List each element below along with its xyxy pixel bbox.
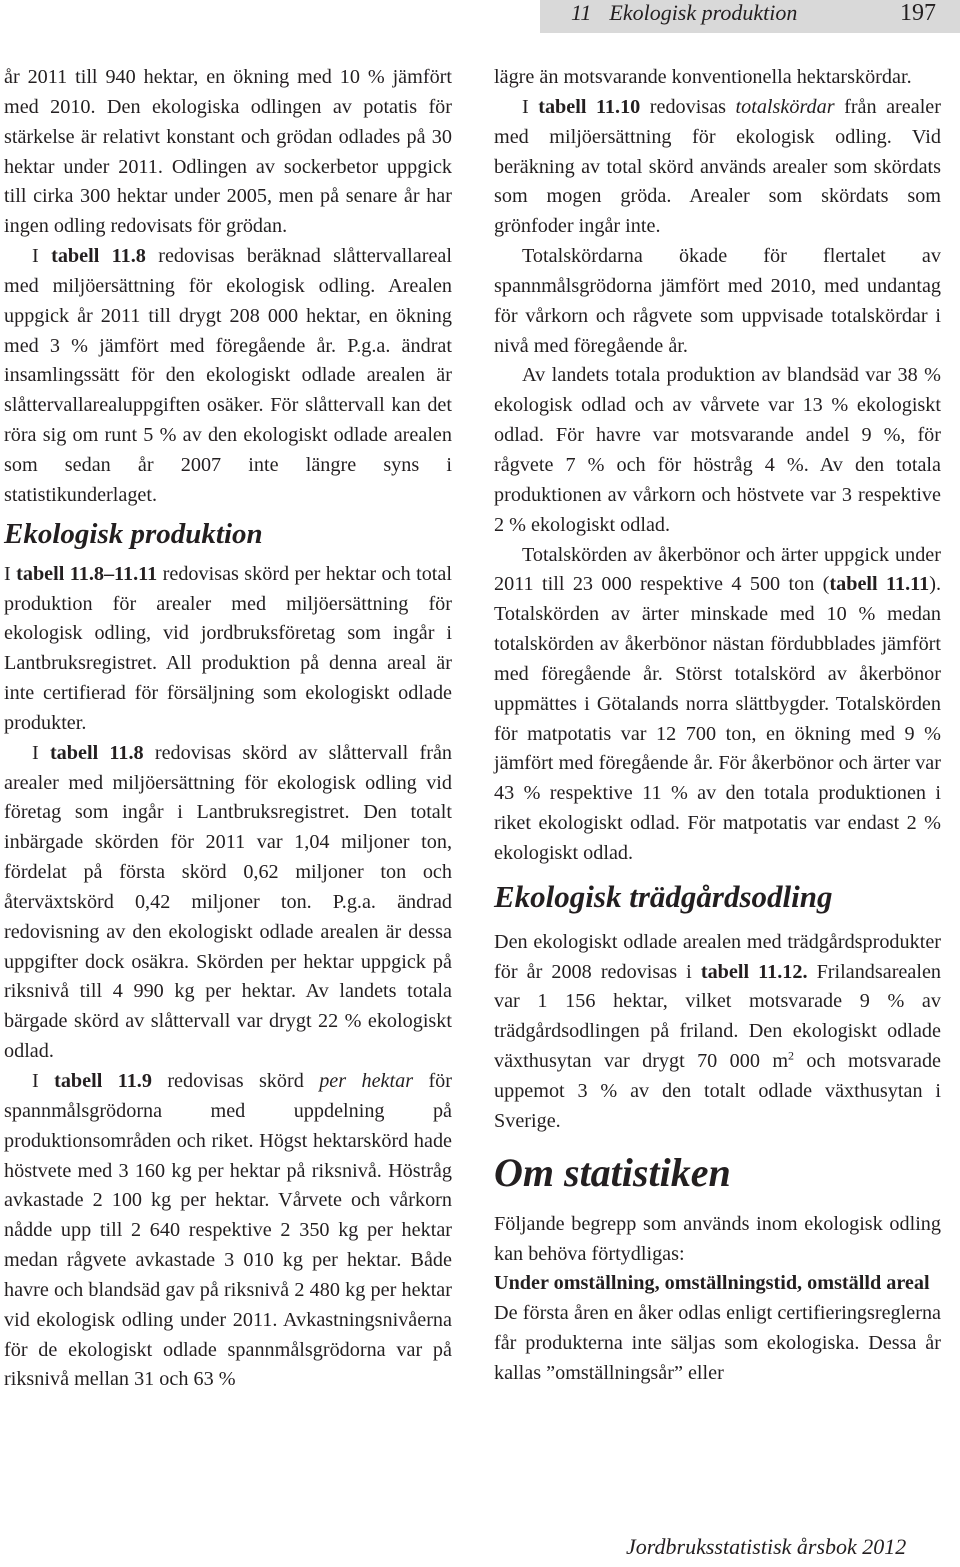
table-reference: tabell 11.8–11.11	[16, 562, 158, 585]
table-reference: tabell 11.10	[538, 95, 641, 118]
running-footer: Jordbruksstatistisk årsbok 2012	[626, 1534, 907, 1559]
paragraph: I tabell 11.8 redovisas beräknad slåttervallareal med miljöersättning för ekologisk odling. Arealen uppgick år 2011 till drygt 208 000 hektar, en ökning med 3 % jämfört med föregående år. P.g.a. ändrat insamlingssätt för den ekologiskt odlade arealen är slåttervallarealuppgiften osäker. För slåttervall kan det röra sig om runt 5 % av den ekologiskt odlade arealen som sedan år 2007 inte längre syns i statistikunderlaget.	[4, 245, 452, 506]
paragraph: Följande begrepp som används inom ekologisk odling kan behöva förtydligas:	[494, 1212, 941, 1265]
table-reference: tabell 11.11	[829, 573, 930, 596]
paragraph: I tabell 11.8–11.11 redovisas skörd per hektar och total produktion för arealer med miljöersättning för ekologisk odling, vid jordbruksföretag som ingår i Lantbruksregistret. All produktion på denna areal är inte certifierad för försäljning som ekologiskt odlade produkter.	[4, 562, 452, 734]
left-column	[4, 63, 452, 1395]
paragraph: lägre än motsvarande konventionella hektarskördar.	[494, 66, 912, 88]
table-reference: tabell 11.8	[49, 741, 144, 764]
paragraph: år 2011 till 940 hektar, en ökning med 10 % jämfört med 2010. Den ekologiska odlingen av potatis för stärkelse är relativt konstant och grödan odlades på 30 hektar under 2011. Odlingen av sockerbetor uppgick till cirka 300 hektar under 2005, men på senare år har ingen odling redovisats för grödan.	[4, 66, 452, 238]
paragraph: I tabell 11.8 redovisas skörd av slåttervall från arealer med miljöersättning för ekologisk odling vid företag som ingår i Lantbruksregistret. Den totalt inbärgade skörden för 2011 var 1,04 miljoner ton, fördelat på första skörd 0,62 miljoner ton och återväxtskörd 0,42 miljoner ton. P.g.a. ändrad redovisning av den ekologiskt odlade arealen är dessa uppgifter dock osäkra. Skörden per hektar uppgick på riksnivå till 4 990 kg per hektar. Av landets totala bärgade skörd av slåttervall var drygt 22 % ekologiskt odlad.	[4, 741, 452, 1063]
table-reference: tabell 11.9	[54, 1070, 152, 1092]
paragraph: Totalskörden av åkerbönor och ärter uppgick under 2011 till 23 000 respektive 4 500 ton (tabell 11.11). Totalskörden av ärter minskade med 10 % medan totalskörden av åkerbönor nästan fördubblades jämfört med föregående år. Störst totalskörd av åkerbönor uppmättes i Götalands norra slättbygder. Totalskörden för matpotatis var 12 700 ton, en ökning med 9 % jämfört med föregående år. För åkerbönor och ärter var 43 % respektive 11 % av den totala produktionen i riket ekologiskt odlad. För matpotatis var endast 2 % ekologiskt odlad.	[494, 543, 941, 864]
running-header-chapter	[571, 1, 797, 25]
paragraph: I tabell 11.9 redovisas skörd per hektar för spannmålsgrödorna med uppdelning på produktionsområden och riket. Högst hektarskörd hade höstvete med 3 160 kg per hektar på riksnivå. Höstråg avkastade 2 100 kg per hektar. Vårvete och vårkorn nådde upp till 2 640 respektive 2 350 kg per hektar medan rågvete avkastade 3 010 kg per hektar. Både havre och blandsäd gav på riksnivå 2 480 kg per hektar vid ekologisk odling under 2011. Avkastningsnivåerna för de ekologiskt odlade spannmålsgrödorna var på riksnivå mellan 31 och 63 %	[4, 1070, 453, 1391]
table-reference: tabell 11.8	[51, 245, 146, 268]
paragraph: De första åren en åker odlas enligt certifieringsreglerna får produkterna inte säljas som ekologiska. Dessa år kallas ”omställningsår” eller	[494, 1302, 941, 1384]
right-column	[494, 63, 941, 1389]
section-heading: Ekologisk produktion	[4, 517, 263, 550]
paragraph: Totalskördarna ökade för flertalet av spannmålsgrödorna jämfört med 2010, med undantag för vårkorn och rågvete som uppvisade totalskördar i nivå med föregående år.	[494, 245, 941, 357]
paragraph: Den ekologiskt odlade arealen med trädgårdsprodukter för år 2008 redovisas i tabell 11.12. Frilandsarealen var 1 156 hektar, vilket motsvarade 9 % av trädgårdsodlingen på friland. Den ekologiskt odlade växthusytan var drygt 70 000 $m^2$ och motsvarade uppemot 3 % av den totalt odlade växthusytan i Sverige.	[494, 930, 942, 1132]
page-number: 197	[900, 0, 936, 26]
chapter-number: 11	[571, 0, 592, 25]
section-heading: Om statistiken	[494, 1149, 731, 1195]
subheading: Under omställning, omställningstid, omställd areal	[494, 1272, 930, 1295]
paragraph: Av landets totala produktion av blandsäd var 38 % ekologisk odlad och av vårvete var 13 % ekologiskt odlad. För havre var motsvarande andel 9 %, för rågvete 7 % och för höstråg 4 %. Av den totala produktionen av vårkorn och höstvete var 3 respektive 2 % ekologiskt odlad.	[494, 364, 941, 536]
paragraph: I tabell 11.10 redovisas totalskördar från arealer med miljöersättning för ekologisk odling. Vid beräkning av total skörd används arealer som skördats som mogen gröda. Arealer som skördats som grönfoder ingår inte.	[494, 95, 941, 238]
table-reference: tabell 11.12.	[700, 960, 808, 983]
chapter-title: Ekologisk produktion	[609, 0, 798, 25]
section-heading: Ekologisk trädgårdsodling	[494, 878, 833, 914]
